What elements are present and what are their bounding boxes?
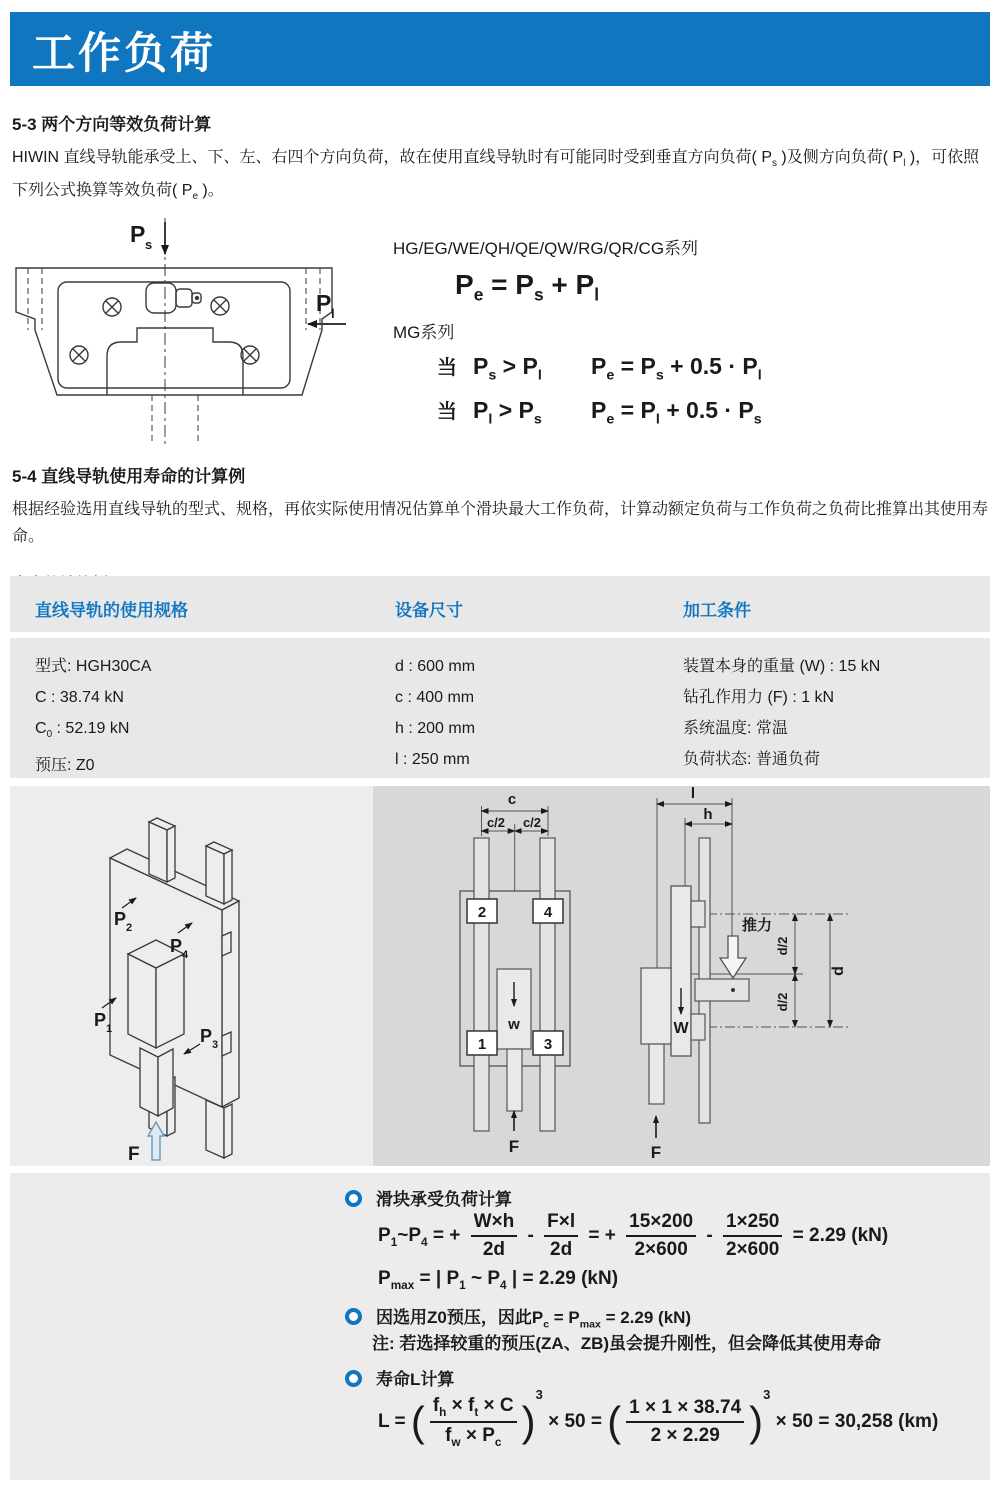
f-force-label: F — [508, 1137, 520, 1156]
page-title: 工作负荷 — [32, 30, 216, 78]
spec-column — [35, 651, 151, 781]
thrust-label: 推力 — [741, 917, 773, 934]
block-2-label: 2 — [477, 904, 487, 921]
bullet-icon — [345, 1370, 362, 1387]
calc-item-2-note: 注: 若选择较重的预压(ZA、ZB)虽会提升刚性，但会降低其使用寿命 — [372, 1334, 882, 1353]
table-cell: d : 600 mm — [395, 658, 476, 675]
front-view-diagram — [425, 786, 655, 1166]
side-view-diagram — [635, 786, 885, 1166]
dim-d2-upper-label: d/2 — [775, 936, 790, 956]
section-5-3-body: HIWIN 直线导轨能承受上、下、左、右四个方向负荷，故在使用直线导轨时有可能同时受到垂直方向负荷( $P_s$ )及侧方向负荷( $P_l$ )，可依照下列公式换算等效负荷( $P_e$ )。 — [12, 149, 980, 203]
p2-sub: 2 — [126, 922, 133, 934]
dim-c2-right-label: c/2 — [522, 815, 542, 830]
table-cell: l : 250 mm — [395, 751, 470, 768]
table-cell: 预压: Z0 — [35, 757, 95, 775]
dim-c-label: c — [507, 791, 517, 808]
dim-c2-left-label: c/2 — [486, 815, 506, 830]
f-force-label-side: F — [650, 1143, 662, 1162]
calc-item-1-title: 滑块承受负荷计算 — [345, 1185, 512, 1210]
p1-sub: 1 — [106, 1023, 113, 1035]
section-5-3-heading: 5-3 两个方向等效负荷计算 — [12, 115, 212, 134]
table-cell: $C_0$ : 52.19 kN — [35, 720, 130, 741]
bullet-icon — [345, 1190, 362, 1207]
p4-label: P — [170, 936, 183, 956]
p2-label: P — [114, 909, 127, 929]
table-cell: 系统温度: 常温 — [683, 720, 788, 737]
table-cell: c : 400 mm — [395, 689, 475, 706]
side-block-bottom — [691, 1014, 705, 1040]
load-formula-line-1: $P_1\sim P_4$ = + $\frac{W\times h}{2d}$ - $\frac{F\times l}{2d}$ = + $\frac{15\times 200}{2\times 600}$ - $\frac{1\times 250}{2\times 600}$ = 2.29 (kN) — [378, 1211, 889, 1260]
life-formula-line: L = ( $\frac{f_h \times f_t \times C}{f_w \times P_c}$ )$^3$ × 50 = ( $\frac{1 \times 1 \times 38.74}{2 \times 2.29}$ )$^3$ × 50 = 30,258 (km) — [378, 1387, 939, 1449]
block-4-label: 4 — [543, 904, 553, 921]
side-weight-block — [641, 968, 671, 1044]
dimensions-column — [395, 651, 475, 775]
table-cell: 负荷状态: 普通负荷 — [683, 751, 820, 768]
table-cell: 型式: HGH30CA — [35, 658, 152, 675]
dim-d2-lower-label: d/2 — [775, 992, 790, 1012]
f-label: F — [128, 1144, 140, 1165]
main-equation: $P_e = P_s + P_l$ — [455, 269, 600, 305]
ps-load-sub: s — [145, 237, 153, 252]
grease-nipple-icon — [146, 283, 201, 313]
block-outline-group — [16, 218, 346, 448]
col-header-dimensions: 设备尺寸 — [395, 601, 463, 620]
series-label: HG/EG/WE/QH/QE/QW/RG/QR/CG系列 — [393, 239, 699, 258]
block-1-label: 1 — [477, 1036, 487, 1053]
mg-equation-1: 当 $P_s > P_l$ $P_e = P_s + 0.5 \cdot P_l$ — [437, 352, 762, 384]
bullet-icon — [345, 1308, 362, 1325]
w-weight-label-side: W — [673, 1020, 689, 1037]
pl-load-label: P — [316, 290, 332, 316]
pl-load-sub: l — [331, 306, 335, 321]
calc-item-2-title: 因选用Z0预压，因此$P_c = P_{max} = 2.29$ (kN) — [345, 1303, 691, 1330]
p4-sub: 4 — [182, 949, 189, 961]
dim-d-label: d — [830, 966, 847, 976]
side-block-top — [691, 901, 705, 927]
isometric-diagram-panel — [10, 786, 373, 1166]
dim-l-label: l — [690, 786, 696, 802]
spec-table-body — [10, 638, 990, 778]
thrust-arrow-down — [720, 936, 746, 978]
bolt-hole-icons — [70, 297, 259, 364]
block-3-label: 3 — [543, 1036, 553, 1053]
table-cell: 钻孔作用力 (F) : 1 kN — [683, 689, 835, 706]
front-rail-right — [540, 838, 555, 1131]
page-title-banner — [10, 12, 990, 86]
guide-block-cross-section-figure — [2, 216, 354, 461]
p3-label: P — [200, 1026, 213, 1046]
front-rail-left — [474, 838, 489, 1131]
load-formula-line-2: $P_{max}$ = | $P_1$ ~ $P_4$ | = 2.29 (kN) — [378, 1268, 619, 1292]
side-rod — [649, 1044, 664, 1104]
w-weight-label: w — [508, 1016, 520, 1033]
dim-h-label: h — [703, 806, 713, 823]
side-arm-dot — [731, 988, 735, 992]
section-5-3 — [12, 110, 988, 210]
front-rod — [507, 1049, 522, 1111]
calculation-section — [10, 1173, 990, 1480]
load-diagram-panel — [373, 786, 990, 1166]
table-cell: 装置本身的重量 (W) : 15 kN — [683, 658, 881, 675]
ps-load-label: P — [130, 221, 146, 247]
p1-label: P — [94, 1010, 107, 1030]
section-5-4-body: 根据经验选用直线导轨的型式、规格，再依实际使用情况估算单个滑块最大工作负荷，计算动额定负荷与工作负荷之负荷比推算出其使用寿命。 — [12, 501, 989, 545]
conditions-column — [683, 651, 880, 775]
mg-equation-2: 当 $P_l > P_s$ $P_e = P_l + 0.5 \cdot P_s$ — [437, 397, 762, 428]
equivalent-load-formulas — [393, 234, 762, 440]
spec-table-header — [10, 576, 990, 632]
table-cell: h : 200 mm — [395, 720, 476, 737]
col-header-conditions: 加工条件 — [683, 601, 751, 620]
front-weight-block — [497, 969, 531, 1049]
side-arm — [695, 979, 749, 1001]
section-5-4-heading: 5-4 直线导轨使用寿命的计算例 — [12, 467, 246, 486]
mg-series-label: MG系列 — [393, 322, 455, 342]
col-header-spec: 直线导轨的使用规格 — [35, 601, 188, 620]
table-cell: C : 38.74 kN — [35, 689, 124, 706]
p3-sub: 3 — [212, 1039, 219, 1051]
calc-item-3-title: 寿命L计算 — [345, 1365, 454, 1390]
